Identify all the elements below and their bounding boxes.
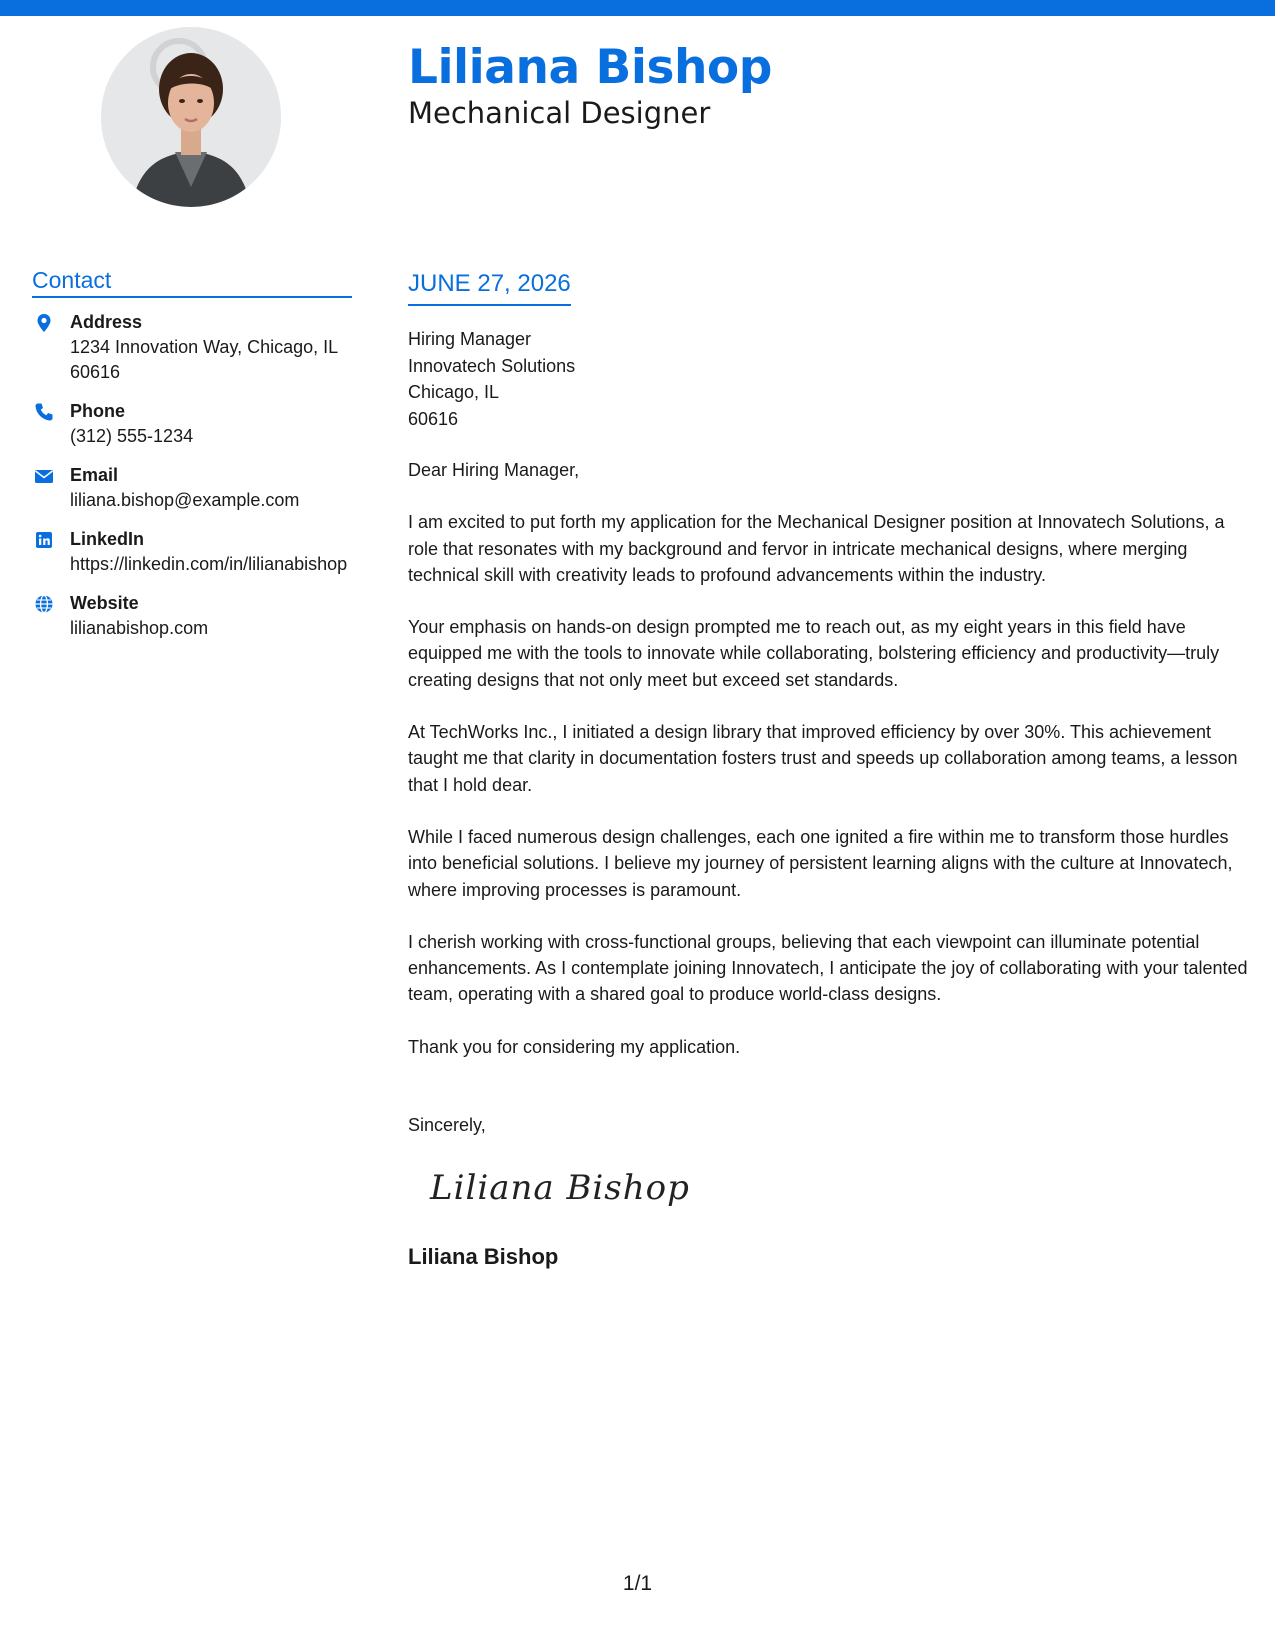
contact-heading: Contact bbox=[32, 267, 352, 298]
body-paragraph: Your emphasis on hands-on design prompted me to reach out, as my eight years in this field have equipped me with the tools to innovate while collaborating, bolstering efficiency and productivity—truly creating designs that not only meet but exceed set standards. bbox=[408, 617, 1220, 690]
body-paragraph: At TechWorks Inc., I initiated a design library that improved efficiency by over 30%. This achievement taught me that clarity in documentation fosters trust and speeds up collaboration among teams, a lesson that I hold dear. bbox=[408, 722, 1238, 795]
contact-phone bbox=[32, 399, 352, 449]
letter-body bbox=[408, 270, 1248, 1270]
recipient-line: Chicago, IL bbox=[408, 382, 500, 402]
contact-label: Email bbox=[70, 465, 119, 485]
contact-label: LinkedIn bbox=[70, 529, 145, 549]
body-paragraph: While I faced numerous design challenges, each one ignited a fire within me to transform those hurdles into beneficial solutions. I believe my journey of persistent learning aligns with the culture at Innovatech, where improving processes is paramount. bbox=[408, 826, 1233, 900]
contact-label: Address bbox=[70, 312, 143, 332]
body-paragraph: I am excited to put forth my application for the Mechanical Designer position at Innovatech Solutions, a role that resonates with my background and fervor in intricate mechanical designs, where merging technical skill with creativity leads to profound advancements within the industry. bbox=[408, 512, 1225, 585]
map-pin-icon bbox=[34, 313, 54, 333]
contact-address bbox=[32, 310, 352, 385]
recipient-line: 60616 bbox=[408, 408, 459, 429]
recipient-block bbox=[408, 326, 1248, 432]
contact-email bbox=[32, 463, 352, 513]
job-title: Mechanical Designer bbox=[408, 95, 711, 130]
contact-label: Website bbox=[70, 593, 139, 613]
email-link[interactable]: liliana.bishop@example.com bbox=[70, 490, 300, 510]
recipient-line: Hiring Manager bbox=[408, 329, 532, 349]
header bbox=[408, 42, 772, 130]
contact-website bbox=[32, 591, 352, 641]
linkedin-link[interactable]: https://linkedin.com/in/lilianabishop bbox=[70, 554, 348, 574]
globe-icon bbox=[34, 594, 54, 614]
closing: Sincerely, bbox=[408, 1115, 486, 1136]
contact-sidebar bbox=[32, 267, 352, 655]
contact-linkedin bbox=[32, 527, 352, 577]
body-paragraph: Thank you for considering my application. bbox=[408, 1036, 741, 1057]
contact-value: 1234 Innovation Way, Chicago, IL 60616 bbox=[70, 337, 338, 382]
signer-name: Liliana Bishop bbox=[408, 1244, 559, 1270]
candidate-name: Liliana Bishop bbox=[408, 40, 772, 95]
website-link[interactable]: lilianabishop.com bbox=[70, 618, 209, 638]
contact-value: (312) 555-1234 bbox=[70, 426, 194, 446]
phone-icon bbox=[34, 402, 54, 422]
recipient-line: Innovatech Solutions bbox=[408, 355, 576, 376]
contact-label: Phone bbox=[70, 401, 126, 421]
greeting: Dear Hiring Manager, bbox=[408, 460, 580, 480]
top-accent-bar bbox=[0, 0, 1275, 16]
avatar bbox=[101, 27, 281, 207]
linkedin-icon bbox=[34, 530, 54, 550]
body-paragraph: I cherish working with cross-functional groups, believing that each viewpoint can illuminate potential enhancements. As I contemplate joining Innovatech, I anticipate the joy of collaborating with your talented team, operating with a shared goal to produce world-class designs. bbox=[408, 931, 1248, 1005]
signature: Liliana Bishop bbox=[430, 1168, 690, 1209]
envelope-icon bbox=[34, 466, 54, 486]
letter-date: JUNE 27, 2026 bbox=[408, 270, 571, 306]
page-number: 1/1 bbox=[622, 1572, 653, 1595]
